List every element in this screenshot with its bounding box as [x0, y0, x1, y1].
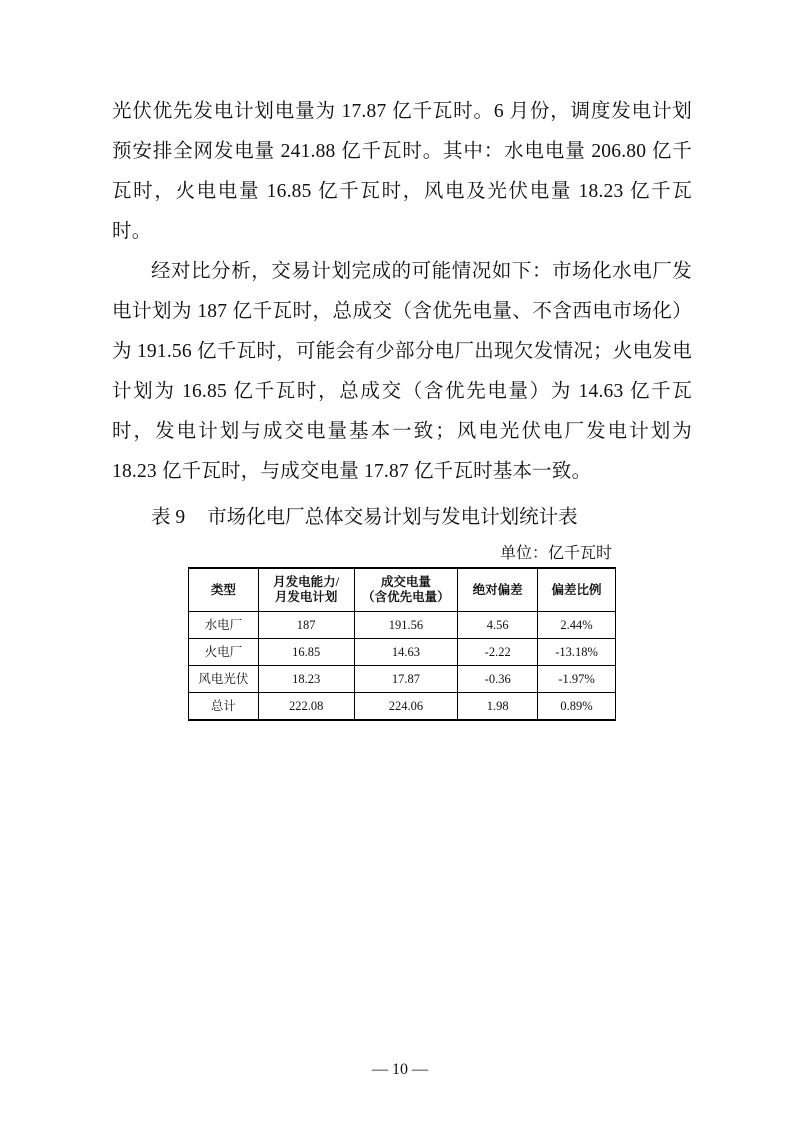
paragraph-2: 经对比分析，交易计划完成的可能情况如下：市场化水电厂发电计划为 187 亿千瓦时，总成交（含优先电量、不含西电市场化）为 191.56 亿千瓦时，可能会有少部分电厂出现欠发情况；火电发电计划为 16.85 亿千瓦时，总成交（含优先电量）为 14.63 亿千瓦时，发电计划与成交电量基本一致；风电光伏电厂发电计划为 18.23 亿千瓦时，与成交电量 17.87 亿千瓦时基本一致。 [112, 261, 692, 482]
cell-capacity-plan: 16.85 [258, 639, 354, 666]
table-container [112, 567, 692, 721]
cell-type: 水电厂 [189, 612, 259, 639]
col-header-traded-energy-line1: 成交电量 [380, 575, 431, 589]
table-caption-text: 市场化电厂总体交易计划与发电计划统计表 [207, 507, 578, 528]
col-header-type: 类型 [189, 568, 259, 612]
col-header-capacity-plan-line1: 月发电能力/ [273, 575, 340, 589]
table-header-row [189, 568, 616, 612]
cell-traded-energy: 224.06 [354, 693, 458, 721]
cell-absolute-deviation: 1.98 [458, 693, 538, 721]
col-header-capacity-plan-line2: 月发电计划 [274, 590, 338, 604]
table-body [189, 612, 616, 721]
table-row [189, 666, 616, 693]
col-header-deviation-ratio: 偏差比例 [538, 568, 616, 612]
table-caption-label: 表 9 [151, 507, 186, 528]
cell-capacity-plan: 18.23 [258, 666, 354, 693]
table-row [189, 639, 616, 666]
cell-type: 风电光伏 [189, 666, 259, 693]
table-row [189, 612, 616, 639]
cell-deviation-ratio: -13.18% [538, 639, 616, 666]
page-number: — 10 — [372, 1061, 428, 1078]
table-head [189, 568, 616, 612]
col-header-traded-energy-line2: （含优先电量） [362, 590, 450, 604]
table-unit-note: 单位：亿千瓦时 [499, 545, 612, 562]
cell-capacity-plan: 222.08 [258, 693, 354, 721]
cell-deviation-ratio: 2.44% [538, 612, 616, 639]
cell-traded-energy: 17.87 [354, 666, 458, 693]
cell-traded-energy: 191.56 [354, 612, 458, 639]
page-content [112, 92, 692, 721]
cell-absolute-deviation: 4.56 [458, 612, 538, 639]
col-header-traded-energy [354, 568, 458, 612]
cell-deviation-ratio: -1.97% [538, 666, 616, 693]
table-row [189, 693, 616, 721]
cell-capacity-plan: 187 [258, 612, 354, 639]
col-header-capacity-plan [258, 568, 354, 612]
paragraph-1: 光伏优先发电计划电量为 17.87 亿千瓦时。6 月份，调度发电计划预安排全网发电量 241.88 亿千瓦时。其中：水电电量 206.80 亿千瓦时，火电电量 16.85 亿千瓦时，风电及光伏电量 18.23 亿千瓦时。 [112, 101, 692, 242]
cell-absolute-deviation: -2.22 [458, 639, 538, 666]
cell-deviation-ratio: 0.89% [538, 693, 616, 721]
table-caption [112, 498, 692, 538]
statistics-table [188, 567, 616, 721]
cell-type: 火电厂 [189, 639, 259, 666]
cell-absolute-deviation: -0.36 [458, 666, 538, 693]
cell-traded-energy: 14.63 [354, 639, 458, 666]
col-header-absolute-deviation: 绝对偏差 [458, 568, 538, 612]
cell-type: 总计 [189, 693, 259, 721]
